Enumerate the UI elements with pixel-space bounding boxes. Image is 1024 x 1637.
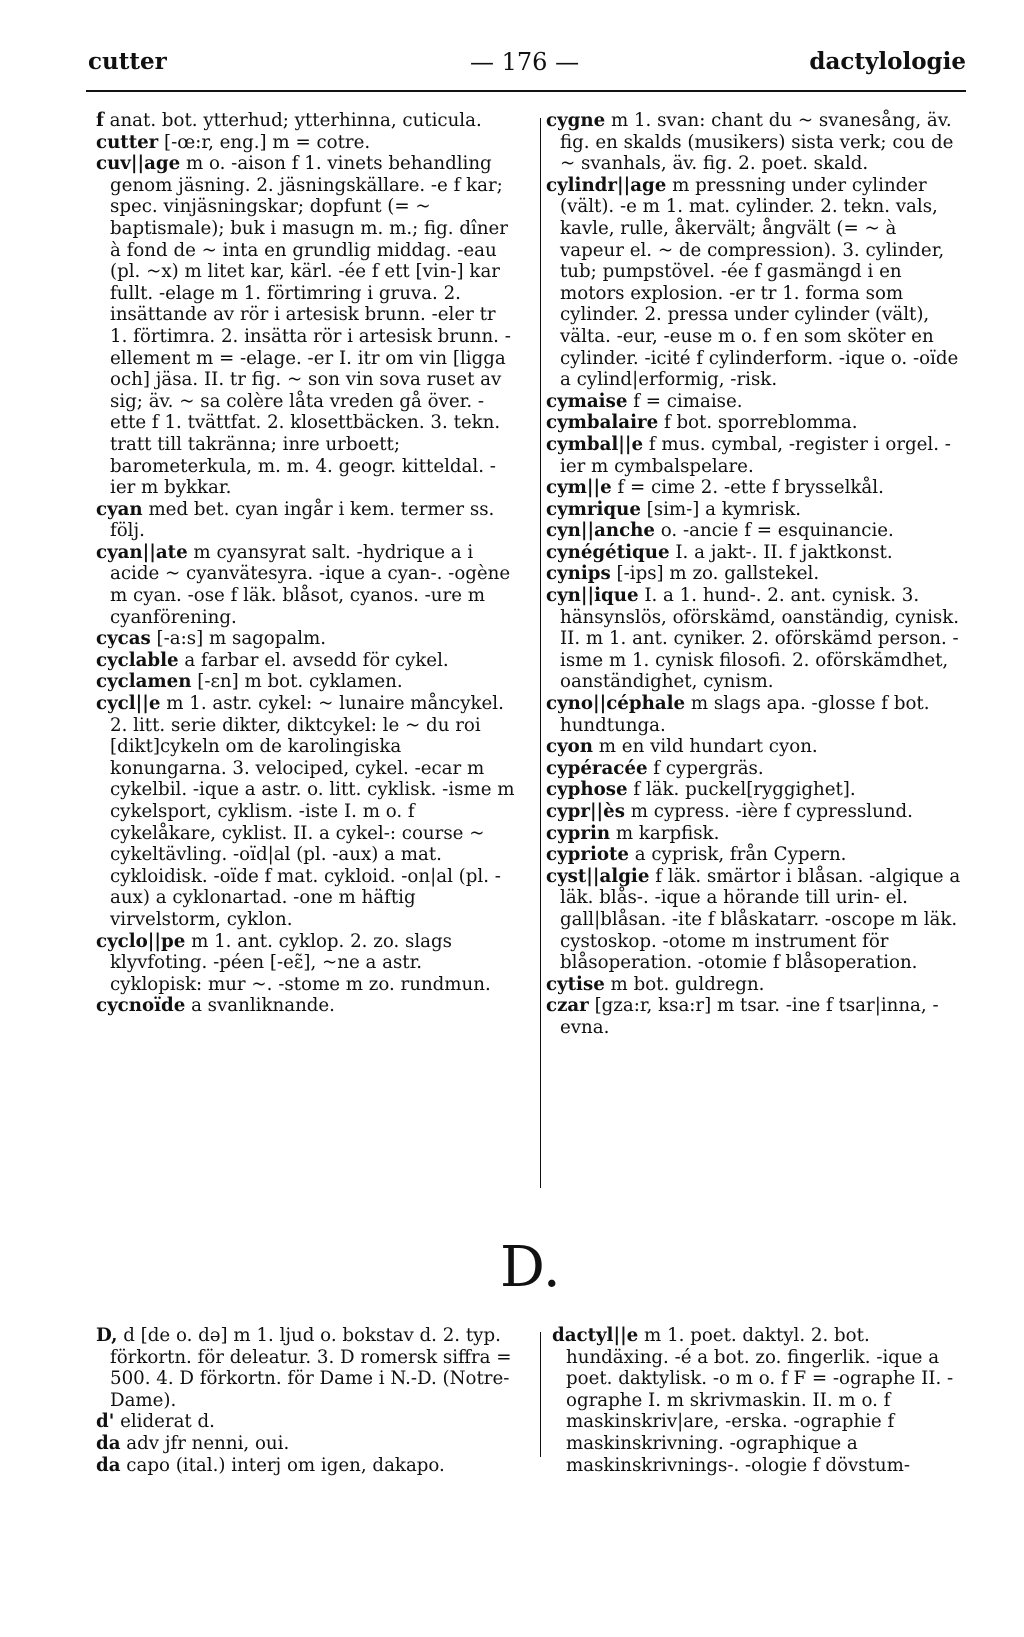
column-divider [540, 118, 541, 1188]
entry: cyclamen [-ɛn] m bot. cyklamen. [96, 671, 403, 693]
section-letter: D. [500, 1235, 561, 1300]
entry: cycnoïde a svanliknande. [96, 995, 335, 1017]
entry: dactyl||e m 1. poet. daktyl. 2. bot. hundäxing. -é a bot. zo. fingerlik. -ique a poet. daktylisk. -o m o. f F = -ographe II. -ographe I. m skrivmaskin. II. m o. f maskinskriv|are, -erska. -ographie f maskinskrivning. -ographique a maskinskrivnings-. -ologie f dövstum- [552, 1325, 954, 1476]
column-1 [96, 110, 516, 1017]
column-2 [546, 110, 964, 1039]
entry: cyn||anche o. -ancie f = esquinancie. [546, 520, 894, 542]
entry: cyn||ique I. a 1. hund-. 2. ant. cynisk. 3. hänsynslös, oförskämd, oanständig, cynisk. II. m 1. ant. cyniker. 2. oförskämd person. -isme m 1. cynisk filosofi. 2. oförskämdhet, oanständighet, cynism. [546, 585, 960, 693]
entry: cymbal||e f mus. cymbal, -register i orgel. -ier m cymbalspelare. [546, 433, 951, 477]
entry: cutter [-œ:r, eng.] m = cotre. [96, 131, 371, 153]
entry: cyan med bet. cyan ingår i kem. termer ss. följ. [96, 498, 495, 542]
entry: cyst||algie f läk. smärtor i blåsan. -algique a läk. blås-. -ique a hörande till urin- el. gall|blåsan. -ite f blåskatarr. -oscope m läk. cystoskop. -otome m instrument för blåsoperation. -otomie f blåsoperation. [546, 865, 961, 974]
entry: cypriote a cyprisk, från Cypern. [546, 844, 847, 866]
entry: cym||e f = cime 2. -ette f brysselkål. [546, 477, 884, 499]
page-number: — 176 — [470, 48, 580, 76]
entry: cyan||ate m cyansyrat salt. -hydrique a i acide ~ cyanvätesyra. -ique a cyan-. -ogène m cyan. -ose f läk. blåsot, cyanos. -ure m cyanförening. [96, 541, 511, 628]
entry: cynégétique I. a jakt-. II. f jaktkonst. [546, 541, 893, 563]
entry: da capo (ital.) interj om igen, dakapo. [96, 1454, 445, 1476]
entry: da adv jfr nenni, oui. [96, 1432, 290, 1454]
entry: f anat. bot. ytterhud; ytterhinna, cuticula. [96, 110, 482, 131]
entry: cyno||céphale m slags apa. -glosse f bot. hundtunga. [546, 693, 930, 736]
column-4 [552, 1325, 964, 1476]
entry: D, d [de o. də] m 1. ljud o. bokstav d. 2. typ. förkortn. för deleatur. 3. D romersk siffra = 500. 4. D förkortn. för Dame i N.-D. (Notre-Dame). [96, 1325, 512, 1411]
entry: cymbalaire f bot. sporreblomma. [546, 412, 858, 434]
entry: cymrique [sim-] a kymrisk. [546, 498, 801, 520]
entry: cypéracée f cypergräs. [546, 757, 764, 779]
entry: cymaise f = cimaise. [546, 390, 743, 412]
entry: cynips [-ips] m zo. gallstekel. [546, 563, 820, 585]
entry: czar [gza:r, ksa:r] m tsar. -ine f tsar|inna, -evna. [546, 995, 939, 1038]
entry: cyclable a farbar el. avsedd för cykel. [96, 649, 449, 671]
header-left-guideword: cutter [88, 48, 167, 75]
entry: d' eliderat d. [96, 1411, 215, 1433]
entry: cytise m bot. guldregn. [546, 973, 765, 995]
column-3 [96, 1325, 516, 1476]
entry: cyon m en vild hundart cyon. [546, 736, 818, 758]
entry: cyclo||pe m 1. ant. cyklop. 2. zo. slags klyvfoting. -péen [-eɛ̃], ~ne a astr. cyklopisk: mur ~. -stome m zo. rundmun. [96, 930, 491, 995]
entry: cyphose f läk. puckel[ryggighet]. [546, 779, 856, 801]
entry: cyprin m karpfisk. [546, 822, 720, 844]
entry: cygne m 1. svan: chant du ~ svanesång, äv. fig. en skalds (musikers) sista verk; cou de ~ svanhals, äv. fig. 2. poet. skald. [546, 110, 954, 175]
entry: cycas [-a:s] m sagopalm. [96, 628, 327, 650]
entry: cypr||ès m cypress. -ière f cypresslund. [546, 801, 913, 822]
header-rule [86, 90, 966, 92]
header-right-guideword: dactylologie [809, 48, 966, 75]
entry: cuv||age m o. -aison f 1. vinets behandling genom jäsning. 2. jäsningskällare. -e f kar; spec. vinjäsningskar; dopfunt (= ~ baptismale); buk i masugn m. m.; fig. dîner à fond de ~ inta en grundlig middag. -eau (pl. ~x) m litet kar, kärl. -ée f ett [vin-] kar fullt. -elage m 1. förtimring i gruva. 2. insättande av rör i artesisk brunn. -eler tr 1. förtimra. 2. insätta rör i artesisk brunn. -ellement m = -elage. -er I. itr om vin [ligga och] jäsa. II. tr fig. ~ son vin sova ruset av sig; äv. ~ sa colère låta vreden gå över. -ette f 1. tvättfat. 2. klosettbäcken. 3. tekn. tratt till takränna; inre urboett; barometerkula, m. m. 4. geogr. kitteldal. -ier m bykkar. [96, 153, 511, 499]
column-divider [540, 1332, 541, 1457]
entry: cylindr||age m pressning under cylinder (vält). -e m 1. mat. cylinder. 2. tekn. vals, kavle, rulle, åkervält; ångvält (= ~ à vapeur el. ~ de compression). 3. cylinder, tub; pumpstövel. -ée f gasmängd i en motors explosion. -er tr 1. forma som cylinder. 2. pressa under cylinder (vält), välta. -eur, -euse m o. f en som sköter en cylinder. -icité f cylinderform. -ique o. -oïde a cylind|erformig, -risk. [546, 174, 959, 391]
entry: cycl||e m 1. astr. cykel: ~ lunaire måncykel. 2. litt. serie dikter, diktcykel: le ~ du roi [dikt]cykeln om de karolingiska konungarna. 3. velociped, cykel. -ecar m cykelbil. -ique a astr. o. litt. cyklisk. -isme m cykelsport, cyklism. -iste I. m o. f cykelåkare, cyklist. II. a cykel-: course ~ cykeltävling. -oïd|al (pl. -aux) a mat. cykloidisk. -oïde f mat. cykloid. -on|al (pl. -aux) a cyklonartad. -one m häftig virvelstorm, cyklon. [96, 693, 515, 930]
